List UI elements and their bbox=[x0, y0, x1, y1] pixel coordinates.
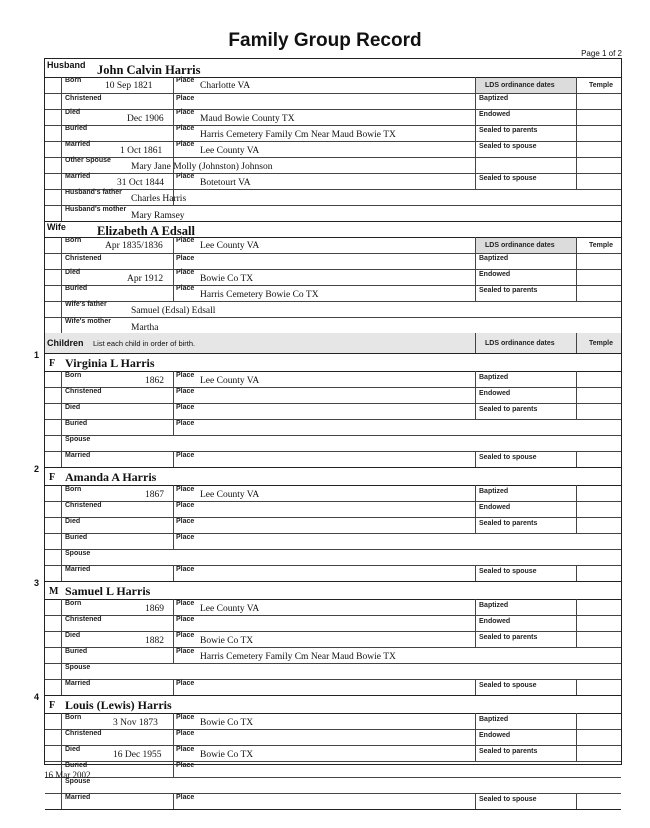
child-field-label: Buried bbox=[65, 648, 88, 655]
child-field-label: Born bbox=[65, 372, 82, 379]
child-field-label: Spouse bbox=[65, 664, 91, 671]
child-lds-label: Sealed to spouse bbox=[479, 682, 537, 689]
husband-name: John Calvin Harris bbox=[97, 63, 201, 77]
child-buried-row bbox=[45, 419, 621, 436]
wife-died-place: Bowie Co TX bbox=[200, 274, 254, 284]
child-place-label: Place bbox=[176, 632, 195, 639]
child-christened-row bbox=[45, 387, 621, 404]
page-title: Family Group Record bbox=[228, 30, 422, 51]
child-block bbox=[45, 581, 621, 695]
child-born-row bbox=[45, 713, 621, 730]
child-lds-label: Endowed bbox=[479, 732, 511, 739]
child-field-label: Christened bbox=[65, 616, 102, 623]
child-field-label: Died bbox=[65, 404, 81, 411]
children-label: Children bbox=[47, 338, 84, 348]
child-number: 2 bbox=[34, 464, 40, 474]
child-lds-label: Sealed to parents bbox=[479, 406, 538, 413]
child-field-label: Buried bbox=[65, 420, 88, 427]
husband-married2-row: Married 31 Oct 1844 Place Botetourt VA Sealed to spouse bbox=[45, 173, 621, 190]
child-lds-label: Endowed bbox=[479, 504, 511, 511]
child-field-label: Married bbox=[65, 452, 91, 459]
husband-died-place: Maud Bowie County TX bbox=[200, 114, 295, 124]
wife-name: Elizabeth A Edsall bbox=[97, 224, 195, 238]
husband-married: 1 Oct 1861 bbox=[120, 146, 163, 156]
husband-married2-place: Botetourt VA bbox=[200, 178, 251, 188]
child-place-value: Bowie Co TX bbox=[200, 636, 254, 646]
child-number: 3 bbox=[34, 578, 40, 588]
child-block bbox=[45, 467, 621, 581]
husband-buried-row: Buried Place Harris Cemetery Family Cm Near Maud Bowie TX Sealed to parents bbox=[45, 125, 621, 142]
child-spouse-row bbox=[45, 663, 621, 680]
child-place-value: Lee County VA bbox=[200, 604, 260, 614]
husband-mother-row: Husband's mother Mary Ramsey bbox=[45, 205, 621, 222]
child-block bbox=[45, 353, 621, 467]
child-header bbox=[45, 581, 621, 600]
child-field-value: 3 Nov 1873 bbox=[113, 718, 158, 728]
child-married-row bbox=[45, 451, 621, 468]
child-sex: M bbox=[49, 586, 59, 597]
child-field-value: 1867 bbox=[145, 490, 164, 500]
child-field-value: 16 Dec 1955 bbox=[113, 750, 162, 760]
child-place-value: Lee County VA bbox=[200, 376, 260, 386]
husband-header bbox=[45, 59, 621, 78]
child-place-label: Place bbox=[176, 502, 195, 509]
child-field-label: Christened bbox=[65, 388, 102, 395]
husband-mother: Mary Ramsey bbox=[131, 211, 185, 221]
child-spouse-row bbox=[45, 549, 621, 566]
wife-father-row: Wife's father Samuel (Edsal) Edsall bbox=[45, 301, 621, 318]
child-field-value: 1882 bbox=[145, 636, 164, 646]
child-field-label: Died bbox=[65, 518, 81, 525]
husband-died-row: Died Dec 1906 Place Maud Bowie County TX Endowed bbox=[45, 109, 621, 126]
child-number: 4 bbox=[34, 692, 40, 702]
child-field-label: Born bbox=[65, 714, 82, 721]
child-field-label: Born bbox=[65, 600, 82, 607]
husband-born: 10 Sep 1821 bbox=[105, 81, 153, 91]
child-field-label: Buried bbox=[65, 534, 88, 541]
wife-buried-place: Harris Cemetery Bowie Co TX bbox=[200, 290, 319, 300]
child-place-label: Place bbox=[176, 762, 195, 769]
footer-date: 16 Mar 2002 bbox=[44, 770, 91, 780]
child-field-label: Married bbox=[65, 794, 91, 801]
child-name: Amanda A Harris bbox=[65, 470, 157, 484]
child-field-label: Spouse bbox=[65, 436, 91, 443]
child-field-label: Died bbox=[65, 632, 81, 639]
child-place-label: Place bbox=[176, 730, 195, 737]
child-place-label: Place bbox=[176, 420, 195, 427]
child-spouse-row bbox=[45, 777, 621, 794]
child-place-label: Place bbox=[176, 566, 195, 573]
child-born-row bbox=[45, 599, 621, 616]
child-buried-row bbox=[45, 761, 621, 778]
child-place-label: Place bbox=[176, 680, 195, 687]
husband-died: Dec 1906 bbox=[127, 114, 164, 124]
wife-died-row: Died Apr 1912 Place Bowie Co TX Endowed bbox=[45, 269, 621, 286]
child-place-label: Place bbox=[176, 616, 195, 623]
child-field-value: 1869 bbox=[145, 604, 164, 614]
child-died-row bbox=[45, 745, 621, 762]
child-header bbox=[45, 353, 621, 372]
child-lds-label: Endowed bbox=[479, 390, 511, 397]
child-place-label: Place bbox=[176, 534, 195, 541]
child-block bbox=[45, 695, 621, 809]
child-field-label: Married bbox=[65, 680, 91, 687]
child-place-label: Place bbox=[176, 486, 195, 493]
child-field-label: Christened bbox=[65, 730, 102, 737]
child-christened-row bbox=[45, 729, 621, 746]
child-field-label: Died bbox=[65, 746, 81, 753]
wife-born: Apr 1835/1836 bbox=[105, 241, 163, 251]
wife-christened-row: Christened Place Baptized bbox=[45, 253, 621, 270]
page-number: Page 1 of 2 bbox=[581, 49, 622, 58]
husband-married2: 31 Oct 1844 bbox=[117, 178, 164, 188]
husband-other-spouse-row: Other Spouse Mary Jane Molly (Johnston) Johnson bbox=[45, 157, 621, 174]
child-lds-label: Endowed bbox=[479, 618, 511, 625]
child-lds-label: Sealed to spouse bbox=[479, 568, 537, 575]
child-lds-label: Sealed to parents bbox=[479, 748, 538, 755]
child-place-label: Place bbox=[176, 648, 195, 655]
child-born-row bbox=[45, 485, 621, 502]
child-header bbox=[45, 467, 621, 486]
child-christened-row bbox=[45, 615, 621, 632]
child-sex: F bbox=[49, 472, 56, 483]
child-lds-label: Baptized bbox=[479, 602, 509, 609]
child-sex: F bbox=[49, 358, 56, 369]
child-field-label: Buried bbox=[65, 762, 88, 769]
child-field-label: Married bbox=[65, 566, 91, 573]
children-note: List each child in order of birth. bbox=[93, 339, 196, 348]
child-sex: F bbox=[49, 700, 56, 711]
husband-other-spouse: Mary Jane Molly (Johnston) Johnson bbox=[131, 162, 273, 172]
child-spouse-row bbox=[45, 435, 621, 452]
child-married-row bbox=[45, 793, 621, 810]
child-christened-row bbox=[45, 501, 621, 518]
wife-father: Samuel (Edsal) Edsall bbox=[131, 306, 216, 316]
child-place-label: Place bbox=[176, 404, 195, 411]
wife-header bbox=[45, 221, 621, 238]
husband-label: Husband bbox=[47, 60, 86, 70]
child-field-label: Christened bbox=[65, 502, 102, 509]
husband-father: Charles Harris bbox=[131, 194, 187, 204]
child-field-label: Spouse bbox=[65, 778, 91, 785]
child-died-row bbox=[45, 403, 621, 420]
wife-buried-row: Buried Place Harris Cemetery Bowie Co TX Sealed to parents bbox=[45, 285, 621, 302]
child-died-row bbox=[45, 517, 621, 534]
child-name: Virginia L Harris bbox=[65, 356, 155, 370]
husband-born-row: Born 10 Sep 1821 Place Charlotte VA LDS ordinance dates Temple bbox=[45, 77, 621, 94]
child-field-label: Spouse bbox=[65, 550, 91, 557]
child-married-row bbox=[45, 679, 621, 696]
child-lds-label: Baptized bbox=[479, 374, 509, 381]
child-place-label: Place bbox=[176, 714, 195, 721]
child-buried-row bbox=[45, 533, 621, 550]
child-lds-label: Baptized bbox=[479, 488, 509, 495]
wife-born-row: Born Apr 1835/1836 Place Lee County VA LDS ordinance dates Temple bbox=[45, 237, 621, 254]
wife-born-place: Lee County VA bbox=[200, 241, 260, 251]
child-place-label: Place bbox=[176, 794, 195, 801]
husband-christened-row: Christened Place Baptized bbox=[45, 93, 621, 110]
child-number: 1 bbox=[34, 350, 40, 360]
child-place-value: Bowie Co TX bbox=[200, 718, 254, 728]
husband-married-place: Lee County VA bbox=[200, 146, 260, 156]
child-field-value: 1862 bbox=[145, 376, 164, 386]
child-died-row bbox=[45, 631, 621, 648]
child-place-label: Place bbox=[176, 452, 195, 459]
child-name: Louis (Lewis) Harris bbox=[65, 698, 172, 712]
wife-label: Wife bbox=[47, 222, 66, 232]
child-name: Samuel L Harris bbox=[65, 584, 151, 598]
child-buried-row bbox=[45, 647, 621, 664]
child-place-label: Place bbox=[176, 600, 195, 607]
wife-died: Apr 1912 bbox=[127, 274, 164, 284]
child-place-label: Place bbox=[176, 388, 195, 395]
child-place-label: Place bbox=[176, 518, 195, 525]
child-place-value: Bowie Co TX bbox=[200, 750, 254, 760]
child-lds-label: Sealed to spouse bbox=[479, 454, 537, 461]
child-place-value: Harris Cemetery Family Cm Near Maud Bowie TX bbox=[200, 652, 396, 662]
child-place-label: Place bbox=[176, 372, 195, 379]
husband-born-place: Charlotte VA bbox=[200, 81, 251, 91]
child-born-row bbox=[45, 371, 621, 388]
child-header bbox=[45, 695, 621, 714]
children-header: Children List each child in order of birth. LDS ordinance dates Temple bbox=[45, 333, 621, 354]
child-place-label: Place bbox=[176, 746, 195, 753]
husband-buried-place: Harris Cemetery Family Cm Near Maud Bowie TX bbox=[200, 130, 396, 140]
husband-father-row: Husband's father Charles Harris bbox=[45, 189, 621, 206]
wife-mother-row: Wife's mother Martha bbox=[45, 317, 621, 334]
child-lds-label: Sealed to spouse bbox=[479, 796, 537, 803]
child-field-label: Born bbox=[65, 486, 82, 493]
child-place-value: Lee County VA bbox=[200, 490, 260, 500]
child-married-row bbox=[45, 565, 621, 582]
husband-married-row: Married 1 Oct 1861 Place Lee County VA Sealed to spouse bbox=[45, 141, 621, 158]
child-lds-label: Sealed to parents bbox=[479, 634, 538, 641]
wife-mother: Martha bbox=[131, 323, 159, 333]
child-lds-label: Sealed to parents bbox=[479, 520, 538, 527]
child-lds-label: Baptized bbox=[479, 716, 509, 723]
